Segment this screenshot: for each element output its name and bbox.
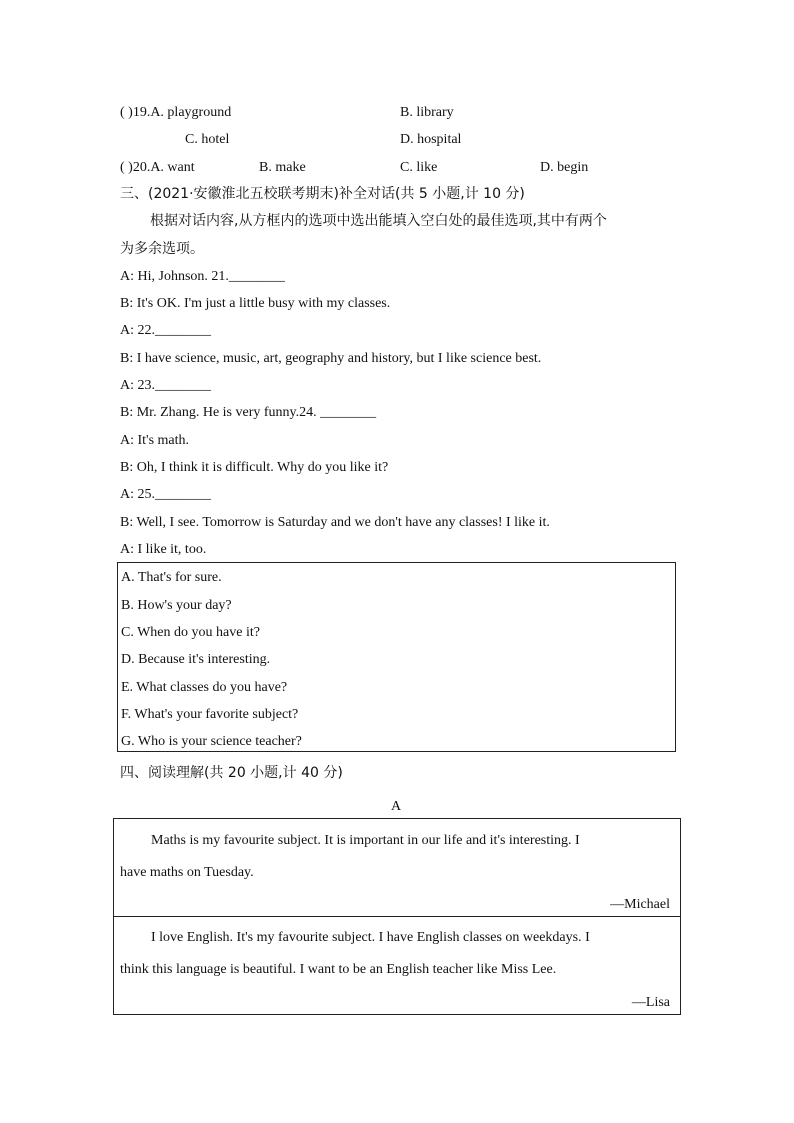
dialogue-line: A: 23.________ [120,378,211,393]
q19-option-c: C. hotel [185,132,230,147]
passage-label: A [391,799,402,814]
dialogue-line: A: 25.________ [120,487,211,502]
option-item: F. What's your favorite subject? [121,707,299,722]
dialogue-line: B: Oh, I think it is difficult. Why do you like it? [120,460,389,475]
dialogue-line: A: I like it, too. [120,542,207,557]
dialogue-line: A: It's math. [120,433,190,448]
dialogue-line: A: Hi, Johnson. 21.________ [120,269,285,284]
section3-heading: 三、(2021·安徽淮北五校联考期末)补全对话(共 5 小题,计 10 分) [120,186,525,202]
q20-stem: ( )20.A. want [120,160,195,175]
entry-divider [114,916,680,917]
option-item: D. Because it's interesting. [121,652,271,667]
entry-lisa-line2: think this language is beautiful. I want to be an English teacher like Miss Lee. [120,962,557,977]
option-item: C. When do you have it? [121,625,260,640]
entry-lisa-signature: —Lisa [631,995,670,1010]
options-box [117,562,676,752]
entry-michael-line2: have maths on Tuesday. [120,865,254,880]
dialogue-line: B: It's OK. I'm just a little busy with my classes. [120,296,391,311]
q19-stem: ( )19.A. playground [120,105,232,120]
q20-option-b: B. make [259,160,306,175]
section4-heading: 四、阅读理解(共 20 小题,计 40 分) [120,765,343,781]
q20-option-d: D. begin [540,160,589,175]
dialogue-line: B: I have science, music, art, geography and history, but I like science best. [120,351,542,366]
entry-lisa-line1: I love English. It's my favourite subject. I have English classes on weekdays. I [151,930,590,945]
q19-option-d: D. hospital [400,132,462,147]
option-item: E. What classes do you have? [121,680,288,695]
q20-option-c: C. like [400,160,438,175]
dialogue-line: B: Well, I see. Tomorrow is Saturday and we don't have any classes! I like it. [120,515,550,530]
entry-michael-line1: Maths is my favourite subject. It is important in our life and it's interesting. I [151,833,580,848]
passage-box [113,818,681,1015]
section3-instruction-line2: 为多余选项。 [120,241,204,257]
section3-instruction-line1: 根据对话内容,从方框内的选项中选出能填入空白处的最佳选项,其中有两个 [150,213,607,229]
option-item: G. Who is your science teacher? [121,734,302,749]
dialogue-line: B: Mr. Zhang. He is very funny.24. ________ [120,405,377,420]
dialogue-line: A: 22.________ [120,323,211,338]
q19-option-b: B. library [400,105,454,120]
entry-michael-signature: —Michael [610,897,670,912]
option-item: B. How's your day? [121,598,232,613]
option-item: A. That's for sure. [121,570,222,585]
